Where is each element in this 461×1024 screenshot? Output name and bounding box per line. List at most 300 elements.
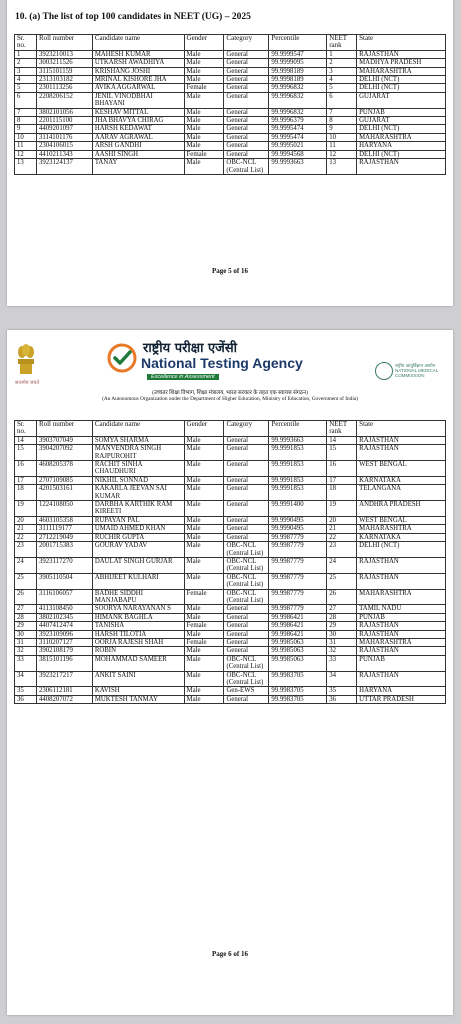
table-cell: SOORYA NARAYANAN S (92, 605, 184, 613)
table-cell: 32 (15, 647, 37, 655)
table-cell: 3905110504 (36, 573, 92, 589)
nmc-logo-icon (375, 362, 393, 380)
table-cell: RAJASTHAN (357, 50, 446, 58)
table-cell: MAHARASHTRA (357, 133, 446, 141)
table-cell: 3923124137 (36, 159, 92, 175)
column-header: Percentile (269, 421, 327, 437)
table-cell: Male (184, 485, 224, 501)
table-cell: OBC-NCL (Central List) (224, 573, 269, 589)
agency-tagline: Excellence in Assessment (147, 374, 219, 380)
table-cell: Female (184, 638, 224, 646)
table-cell: ROBIN (92, 647, 184, 655)
table-cell: HARYANA (357, 142, 446, 150)
table-cell: 99.9993663 (269, 159, 327, 175)
table-cell: General (224, 695, 269, 703)
table-cell: 99.9996832 (269, 108, 327, 116)
table-cell: 2001715383 (36, 542, 92, 558)
table-cell: OBC-NCL (Central List) (224, 589, 269, 605)
table-cell: 11 (327, 142, 357, 150)
table-row (15, 525, 446, 533)
table-cell: 4201503161 (36, 485, 92, 501)
table-cell: 15 (327, 445, 357, 461)
table-cell: 99.9991400 (269, 501, 327, 517)
table-cell: OBC-NCL (Central List) (224, 655, 269, 671)
table-cell: 13 (327, 159, 357, 175)
top-candidates-table-part2 (14, 420, 446, 704)
table-cell: TAMIL NADU (357, 605, 446, 613)
table-cell: 1 (327, 50, 357, 58)
table-cell: 2201115100 (36, 117, 92, 125)
table-cell: NIKHIL SONNAD (92, 476, 184, 484)
table-cell: 30 (15, 630, 37, 638)
table-cell: 99.9985063 (269, 647, 327, 655)
table-cell: 4 (327, 76, 357, 84)
table-cell: Male (184, 613, 224, 621)
table-cell: General (224, 613, 269, 621)
column-header: Candidate name (92, 421, 184, 437)
table-cell: RAJASTHAN (357, 622, 446, 630)
column-header: Category (224, 35, 269, 51)
table-cell: Male (184, 76, 224, 84)
table-cell: 99.9991853 (269, 485, 327, 501)
table-cell: DELHI (NCT) (357, 76, 446, 84)
table-row (15, 125, 446, 133)
table-cell: 3902108179 (36, 647, 92, 655)
table-cell: 3114101176 (36, 133, 92, 141)
table-cell: 99.9990495 (269, 516, 327, 524)
table-cell: General (224, 142, 269, 150)
table-cell: General (224, 476, 269, 484)
table-cell: ANDHRA PRADESH (357, 501, 446, 517)
table-cell: 99.9991853 (269, 461, 327, 477)
table-cell: Male (184, 605, 224, 613)
table-cell: Male (184, 125, 224, 133)
table-cell: Male (184, 476, 224, 484)
table-cell: 17 (15, 476, 37, 484)
table-cell: RAJASTHAN (357, 647, 446, 655)
table-cell: JENIL VINODBHAI BHAYANI (92, 92, 184, 108)
table-row (15, 485, 446, 501)
table-cell: 3110207127 (36, 638, 92, 646)
section-heading: 10. (a) The list of top 100 candidates in NEET (UG) – 2025 (15, 12, 251, 22)
table-cell: 25 (327, 573, 357, 589)
table-cell: 99.9983705 (269, 687, 327, 695)
table-cell: 99.9998189 (269, 76, 327, 84)
table-cell: 99.9996832 (269, 92, 327, 108)
table-cell: General (224, 630, 269, 638)
table-cell: 15 (15, 445, 37, 461)
table-cell: PUNJAB (357, 655, 446, 671)
table-row (15, 695, 446, 703)
column-header: Sr. no. (15, 35, 37, 51)
table-cell: MOHAMMAD SAMEER (92, 655, 184, 671)
table-cell: 99.9998189 (269, 67, 327, 75)
table-cell: 35 (15, 687, 37, 695)
table-cell: General (224, 125, 269, 133)
column-header: Gender (184, 35, 224, 51)
table-cell: 2301113256 (36, 84, 92, 92)
table-cell: General (224, 525, 269, 533)
table-header-row (15, 421, 446, 437)
table-cell: 99.9987779 (269, 589, 327, 605)
table-row (15, 461, 446, 477)
table-row (15, 613, 446, 621)
table-cell: 99.9999095 (269, 59, 327, 67)
table-cell: DAULAT SINGH GURJAR (92, 557, 184, 573)
table-cell: Male (184, 525, 224, 533)
table-cell: 16 (327, 461, 357, 477)
table-cell: KAVISH (92, 687, 184, 695)
table-cell: UMAID AHMED KHAN (92, 525, 184, 533)
table-cell: 16 (15, 461, 37, 477)
column-header: Roll number (36, 421, 92, 437)
table-cell: 99.9987779 (269, 573, 327, 589)
table-cell: General (224, 67, 269, 75)
table-cell: 33 (15, 655, 37, 671)
table-cell: 8 (327, 117, 357, 125)
table-cell: RUCHIR GUPTA (92, 533, 184, 541)
table-cell: MADHYA PRADESH (357, 59, 446, 67)
table-cell: OORJA RAJESH SHAH (92, 638, 184, 646)
column-header: NEET rank (327, 35, 357, 51)
table-cell: OBC-NCL (Central List) (224, 542, 269, 558)
table-cell: Male (184, 573, 224, 589)
table-cell: MUKTESH TANMAY (92, 695, 184, 703)
table-cell: General (224, 501, 269, 517)
table-cell: 22 (327, 533, 357, 541)
table-row (15, 117, 446, 125)
table-row (15, 445, 446, 461)
table-cell: 23 (15, 542, 37, 558)
document-page-6 (7, 330, 453, 1015)
table-cell: 35 (327, 687, 357, 695)
table-cell: 6 (15, 92, 37, 108)
table-cell: TANISHA (92, 622, 184, 630)
table-cell: Female (184, 150, 224, 158)
table-cell: 26 (15, 589, 37, 605)
table-row (15, 142, 446, 150)
table-cell: 99.9996379 (269, 117, 327, 125)
table-cell: 5 (327, 84, 357, 92)
table-cell: Male (184, 461, 224, 477)
table-cell: OBC-NCL (Central List) (224, 159, 269, 175)
table-cell: 10 (15, 133, 37, 141)
table-cell: General (224, 76, 269, 84)
table-cell: General (224, 533, 269, 541)
table-cell: General (224, 50, 269, 58)
table-row (15, 501, 446, 517)
table-cell: 3003211526 (36, 59, 92, 67)
table-row (15, 605, 446, 613)
previous-table-edge (7, 0, 453, 5)
english-subtitle: (An Autonomous Organization under the Department of Higher Education, Ministry of Education, Government of India) (102, 396, 358, 402)
table-cell: 23 (327, 542, 357, 558)
table-cell: 3923210013 (36, 50, 92, 58)
table-cell: UTTAR PRADESH (357, 695, 446, 703)
table-cell: Male (184, 516, 224, 524)
table-row (15, 159, 446, 175)
table-cell: 1 (15, 50, 37, 58)
table-cell: General (224, 638, 269, 646)
table-cell: Male (184, 671, 224, 687)
table-row (15, 476, 446, 484)
table-row (15, 67, 446, 75)
table-cell: 9 (327, 125, 357, 133)
table-cell: 4409201097 (36, 125, 92, 133)
column-header: State (357, 421, 446, 437)
table-cell: 5 (15, 84, 37, 92)
table-cell: 3 (327, 67, 357, 75)
table-cell: 99.9987779 (269, 542, 327, 558)
table-row (15, 76, 446, 84)
table-cell: 22 (15, 533, 37, 541)
table-cell: MANVENDRA SINGH RAJPUROHIT (92, 445, 184, 461)
table-cell: RAJASTHAN (357, 557, 446, 573)
table-row (15, 84, 446, 92)
table-cell: DELHI (NCT) (357, 150, 446, 158)
column-header: Roll number (36, 35, 92, 51)
table-row (15, 638, 446, 646)
table-cell: Male (184, 557, 224, 573)
table-cell: KARNATAKA (357, 476, 446, 484)
table-cell: 1224108050 (36, 501, 92, 517)
table-cell: 99.9996832 (269, 84, 327, 92)
column-header: Candidate name (92, 35, 184, 51)
table-row (15, 557, 446, 573)
table-cell: 24 (327, 557, 357, 573)
table-cell: RAJASTHAN (357, 445, 446, 461)
hindi-agency-title: राष्ट्रीय परीक्षा एजेंसी (143, 341, 237, 356)
table-cell: 31 (15, 638, 37, 646)
table-cell: 4603105358 (36, 516, 92, 524)
table-cell: RAJASTHAN (357, 436, 446, 444)
table-cell: Male (184, 117, 224, 125)
table-cell: 99.9999547 (269, 50, 327, 58)
table-row (15, 622, 446, 630)
table-cell: GUJARAT (357, 92, 446, 108)
table-cell: General (224, 461, 269, 477)
table-cell: MAHARASHTRA (357, 589, 446, 605)
table-cell: 99.9987779 (269, 533, 327, 541)
table-cell: 2306112181 (36, 687, 92, 695)
table-cell: Male (184, 436, 224, 444)
table-cell: Male (184, 630, 224, 638)
table-cell: Male (184, 695, 224, 703)
table-cell: HIMANK BAGHLA (92, 613, 184, 621)
table-cell: 99.9991853 (269, 476, 327, 484)
table-cell: 20 (327, 516, 357, 524)
table-header-row (15, 35, 446, 51)
table-cell: Female (184, 589, 224, 605)
table-cell: 8 (15, 117, 37, 125)
table-cell: 4408207072 (36, 695, 92, 703)
table-cell: RUPAYAN PAL (92, 516, 184, 524)
table-cell: KAKARLA JEEVAN SAI KUMAR (92, 485, 184, 501)
table-cell: 31 (327, 638, 357, 646)
table-cell: 2 (15, 59, 37, 67)
table-cell: MAHESH KUMAR (92, 50, 184, 58)
table-cell: 29 (15, 622, 37, 630)
table-cell: General (224, 117, 269, 125)
table-cell: UTKARSH AWADHIYA (92, 59, 184, 67)
table-row (15, 671, 446, 687)
table-cell: PUNJAB (357, 613, 446, 621)
column-header: NEET rank (327, 421, 357, 437)
table-row (15, 655, 446, 671)
table-cell: 3904207092 (36, 445, 92, 461)
table-row (15, 573, 446, 589)
table-cell: HARSH TILOTIA (92, 630, 184, 638)
table-cell: 99.9995474 (269, 125, 327, 133)
table-cell: 3 (15, 67, 37, 75)
table-cell: 17 (327, 476, 357, 484)
table-row (15, 150, 446, 158)
table-cell: 32 (327, 647, 357, 655)
table-cell: 99.9987779 (269, 557, 327, 573)
table-cell: 18 (15, 485, 37, 501)
table-cell: AVIKA AGGARWAL (92, 84, 184, 92)
table-cell: MAHARASHTRA (357, 67, 446, 75)
table-cell: HARSH KEDAWAT (92, 125, 184, 133)
table-cell: Male (184, 142, 224, 150)
table-cell: 99.9985063 (269, 638, 327, 646)
table-cell: General (224, 647, 269, 655)
table-cell: 10 (327, 133, 357, 141)
table-cell: 3923117270 (36, 557, 92, 573)
table-cell: General (224, 92, 269, 108)
table-cell: 7 (327, 108, 357, 116)
table-cell: General (224, 622, 269, 630)
table-cell: General (224, 445, 269, 461)
table-cell: RAJASTHAN (357, 630, 446, 638)
table-cell: MRINAL KISHORE JHA (92, 76, 184, 84)
table-cell: Male (184, 59, 224, 67)
table-cell: Female (184, 622, 224, 630)
table-cell: 99.9991853 (269, 445, 327, 461)
table-cell: 13 (15, 159, 37, 175)
table-cell: 7 (15, 108, 37, 116)
table-cell: General (224, 436, 269, 444)
table-cell: Male (184, 687, 224, 695)
table-cell: 2304106015 (36, 142, 92, 150)
table-cell: General (224, 59, 269, 67)
table-cell: Male (184, 92, 224, 108)
table-cell: 4608205378 (36, 461, 92, 477)
table-cell: 21 (327, 525, 357, 533)
table-cell: 14 (327, 436, 357, 444)
column-header: Gender (184, 421, 224, 437)
table-cell: PUNJAB (357, 108, 446, 116)
table-cell: HARYANA (357, 687, 446, 695)
table-cell: MAHARASHTRA (357, 525, 446, 533)
table-cell: 6 (327, 92, 357, 108)
table-cell: 33 (327, 655, 357, 671)
table-cell: 4 (15, 76, 37, 84)
table-row (15, 50, 446, 58)
table-cell: DELHI (NCT) (357, 84, 446, 92)
column-header: State (357, 35, 446, 51)
table-cell: RACHIT SINHA CHAUDHURI (92, 461, 184, 477)
agency-name: National Testing Agency (141, 355, 303, 371)
table-cell: Male (184, 50, 224, 58)
table-cell: DELHI (NCT) (357, 542, 446, 558)
table-cell: 21 (15, 525, 37, 533)
table-cell: 99.9985063 (269, 655, 327, 671)
table-cell: ABHIJEET KULHARI (92, 573, 184, 589)
table-cell: OBC-NCL (Central List) (224, 557, 269, 573)
table-cell: Gen-EWS (224, 687, 269, 695)
table-cell: 3115101159 (36, 67, 92, 75)
table-cell: 25 (15, 573, 37, 589)
table-cell: 9 (15, 125, 37, 133)
table-cell: 99.9983705 (269, 695, 327, 703)
table-cell: 99.9994568 (269, 150, 327, 158)
table-cell: 36 (15, 695, 37, 703)
table-cell: 99.9986421 (269, 622, 327, 630)
table-cell: General (224, 108, 269, 116)
emblem-caption: सत्यमेव जयते (15, 381, 40, 386)
table-cell: RAJASTHAN (357, 159, 446, 175)
table-cell: 26 (327, 589, 357, 605)
table-cell: 12 (327, 150, 357, 158)
table-cell: General (224, 516, 269, 524)
table-cell: 19 (15, 501, 37, 517)
table-cell: RAJASTHAN (357, 671, 446, 687)
table-cell: Male (184, 67, 224, 75)
table-cell: 3923109096 (36, 630, 92, 638)
table-cell: 2 (327, 59, 357, 67)
table-row (15, 533, 446, 541)
table-cell: 99.9995474 (269, 133, 327, 141)
document-page-5 (7, 0, 453, 306)
table-cell: BADHE SIDDHI MANJABAPU (92, 589, 184, 605)
table-cell: Male (184, 445, 224, 461)
table-cell: OBC-NCL (Central List) (224, 671, 269, 687)
table-cell: 2707109085 (36, 476, 92, 484)
table-row (15, 647, 446, 655)
table-cell: Male (184, 108, 224, 116)
table-cell: 3802102345 (36, 613, 92, 621)
hindi-subtitle: (उच्चतर शिक्षा विभाग, शिक्षा मंत्रालय, भारत सरकार के तहत एक स्वायत्त संगठन) (151, 390, 308, 396)
table-cell: 3903707049 (36, 436, 92, 444)
table-row (15, 436, 446, 444)
table-cell: 30 (327, 630, 357, 638)
table-row (15, 133, 446, 141)
page-number: Page 5 of 16 (212, 267, 248, 275)
table-cell: 3116106057 (36, 589, 92, 605)
table-cell: Male (184, 647, 224, 655)
table-cell: Male (184, 533, 224, 541)
table-cell: 11 (15, 142, 37, 150)
table-cell: 29 (327, 622, 357, 630)
table-cell: GOURAV YADAV (92, 542, 184, 558)
table-cell: Male (184, 501, 224, 517)
table-cell: 14 (15, 436, 37, 444)
nta-logo-icon (107, 343, 137, 373)
table-cell: TANAY (92, 159, 184, 175)
table-cell: SOMYA SHARMA (92, 436, 184, 444)
table-cell: 99.9986421 (269, 630, 327, 638)
table-cell: General (224, 605, 269, 613)
table-cell: ARSH GANDHI (92, 142, 184, 150)
table-cell: Male (184, 655, 224, 671)
table-cell: 28 (15, 613, 37, 621)
table-cell: 24 (15, 557, 37, 573)
table-cell: Male (184, 542, 224, 558)
table-cell: 34 (327, 671, 357, 687)
table-row (15, 687, 446, 695)
table-cell: DELHI (NCT) (357, 125, 446, 133)
